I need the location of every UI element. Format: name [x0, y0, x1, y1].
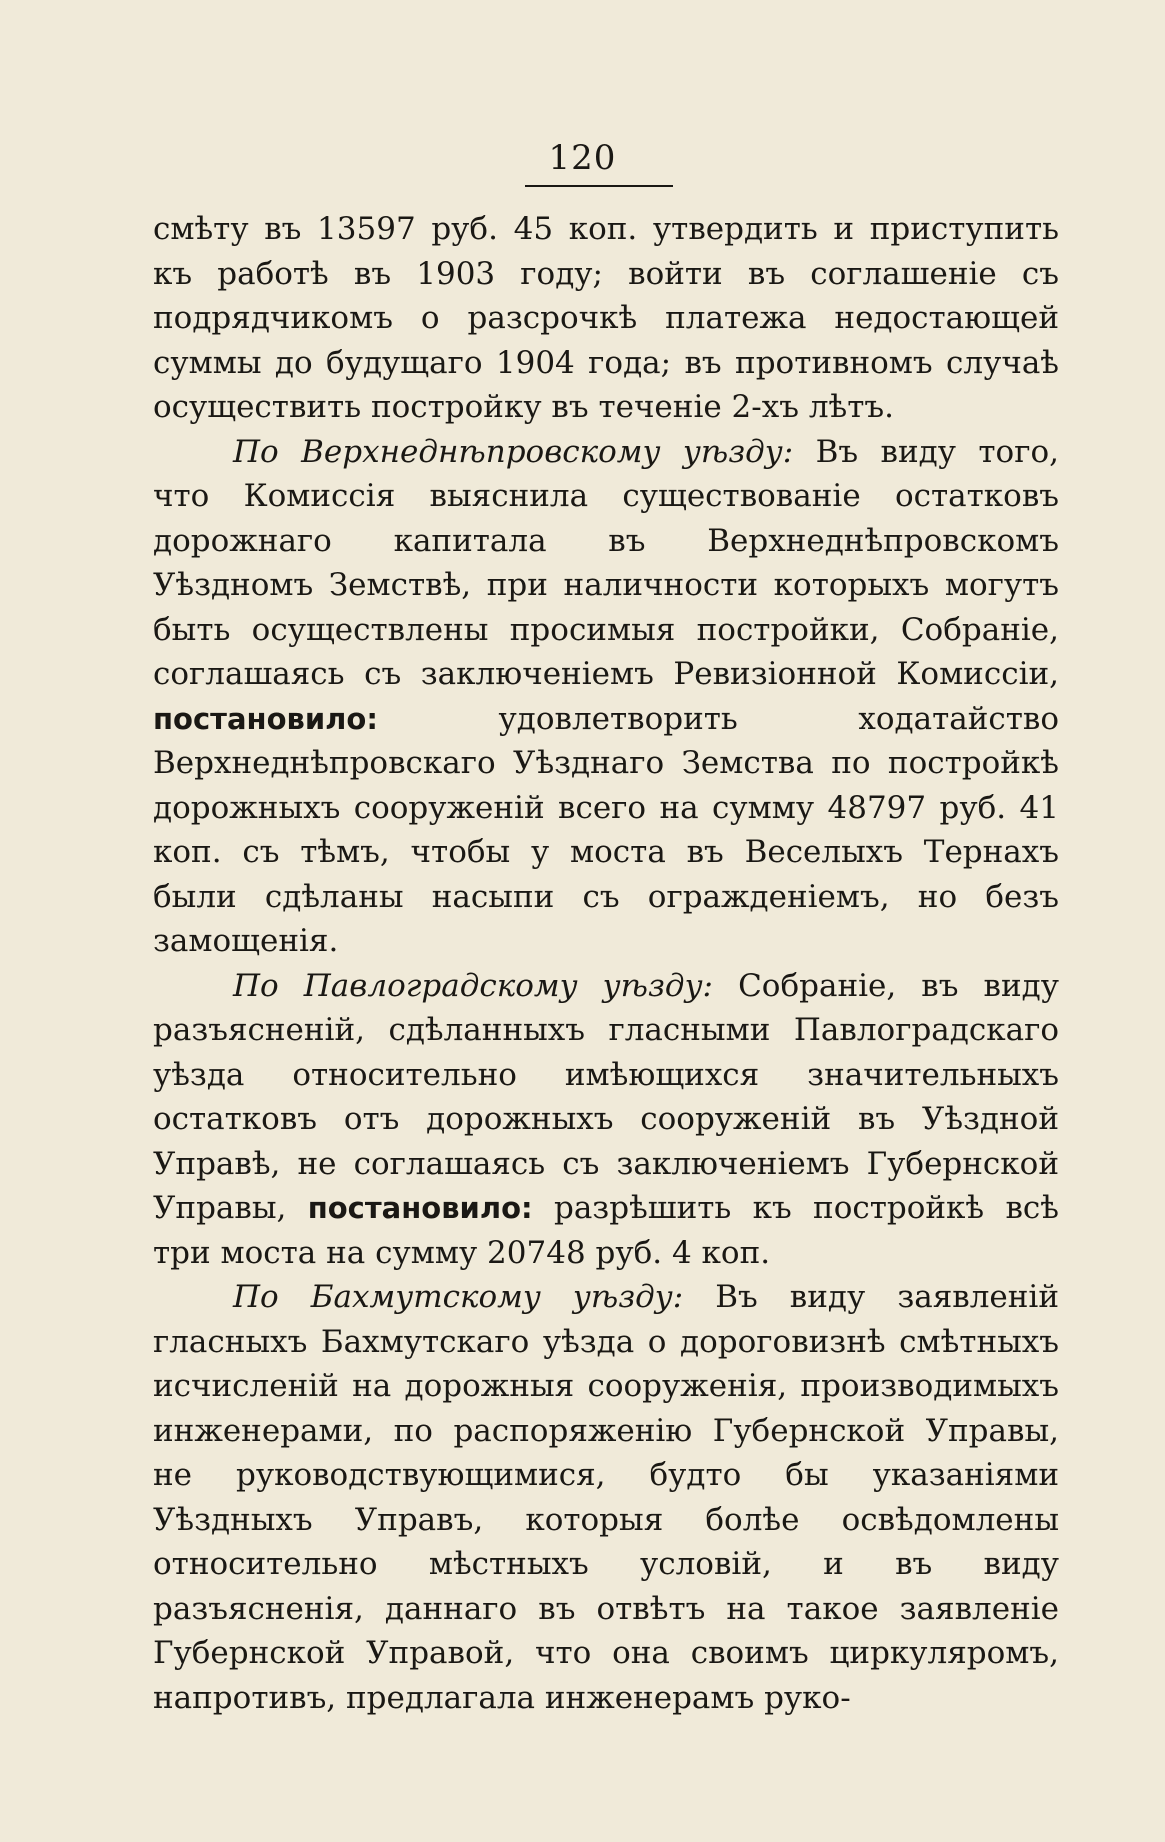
- resolution-word: постановило:: [153, 701, 378, 736]
- paragraph-text: Собраніе, въ виду разъясненій, сдѣланныхъ гласными Павлоградскаго уѣзда относительно имѣющихся значительныхъ остатковъ отъ дорожныхъ сооруженій въ Уѣздной Управѣ, не соглашаясь съ заключеніемъ Губернской Управы,: [153, 967, 1060, 1226]
- paragraph-verkhnedneprovsky: [153, 430, 1059, 964]
- paragraph-pavlogradsky: [153, 964, 1059, 1276]
- page-number: 120: [548, 138, 617, 178]
- district-heading: По Бахмутскому уѣзду:: [233, 1279, 684, 1315]
- body-text: [153, 207, 1059, 1720]
- paragraph-text: разрѣшить къ постройкѣ всѣ три моста на сумму 20748 руб. 4 коп.: [153, 1190, 1059, 1271]
- paragraph-text: удовлетворить ходатайство Верхнеднѣпровскаго Уѣзднаго Земства по постройкѣ дорожныхъ сооруженій всего на сумму 48797 руб. 41 коп. съ тѣмъ, чтобы у моста въ Веселыхъ Тернахъ были сдѣланы насыпи съ огражденіемъ, но безъ замощенія.: [153, 700, 1059, 959]
- district-heading: По Павлоградскому уѣзду:: [233, 967, 713, 1004]
- paragraph-continuation: смѣту въ 13597 руб. 45 коп. утвердить и приступить къ работѣ въ 1903 году; войти въ соглашеніе съ подрядчикомъ о разсрочкѣ платежа недостающей суммы до будущаго 1904 года; въ противномъ случаѣ осуществить постройку въ теченіе 2-хъ лѣтъ.: [153, 211, 1059, 425]
- paragraph-bakhmutsky: [153, 1275, 1059, 1720]
- paragraph-text: Въ виду того, что Комиссія выяснила существованіе остатковъ дорожнаго капитала въ Верхнеднѣпровскомъ Уѣздномъ Земствѣ, при наличности которыхъ могутъ быть осуществлены просимыя постройки, Собраніе, соглашаясь съ заключеніемъ Ревизіонной Комиссіи,: [153, 433, 1059, 692]
- header-rule: [525, 185, 673, 187]
- resolution-word: постановило:: [307, 1191, 533, 1225]
- district-heading: По Верхнеднѣпровскому уѣзду:: [233, 433, 794, 470]
- paragraph-text: Въ виду заявленій гласныхъ Бахмутскаго уѣзда о дороговизнѣ смѣтныхъ исчисленій на дорожныя сооруженія, производимыхъ инженерами, по распоряженію Губернской Управы, не руководствующимися, будто бы указаніями Уѣздныхъ Управъ, которыя болѣе освѣдомлены относительно мѣстныхъ условій, и въ виду разъясненія, даннаго въ отвѣтъ на такое заявленіе Губернской Управой, что она своимъ циркуляромъ, напротивъ, предлагала инженерамъ руко-: [153, 1279, 1059, 1716]
